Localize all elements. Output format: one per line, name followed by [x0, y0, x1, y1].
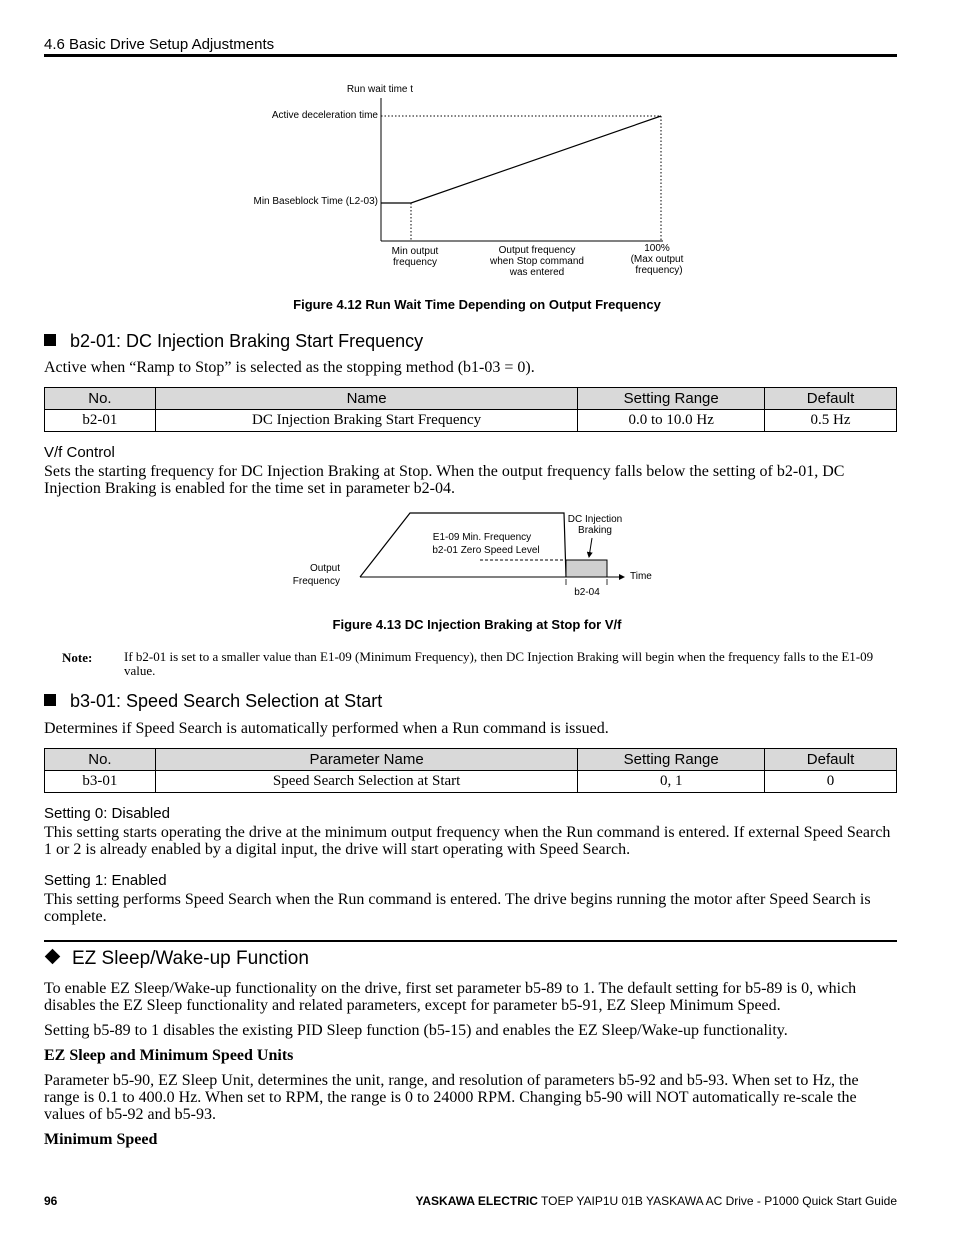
header-default: Default	[765, 749, 897, 771]
setting-0-text: This setting starts operating the drive at the minimum output frequency when the Run command is entered. If external Speed Search 1 or 2 is already enabled by a digital input, the drive will start operating with Speed Search.	[44, 824, 891, 858]
fig13-label-dc-line2: Braking	[578, 525, 612, 536]
ez-paragraph-3: Parameter b5-90, EZ Sleep Unit, determines the unit, range, and resolution of parameters b5-92 and b5-93. When set to Hz, the range is 0.1 to 400.0 Hz. When set to RPM, the range is 0 to 24000 RPM. Changing b5-90 will NOT automatically re-scale the values of b5-92 and b5-93.	[44, 1072, 859, 1123]
cell-setting-range: 0.0 to 10.0 Hz	[578, 410, 765, 432]
setting-1-title: Setting 1: Enabled	[44, 872, 167, 889]
ez-paragraph-2: Setting b5-89 to 1 disables the existing PID Sleep function (b5-15) and enables the EZ Sleep/Wake-up functionality.	[44, 1022, 788, 1039]
fig12-x-label-stop-line3: was entered	[509, 267, 565, 278]
fig13-label-b2-04: b2-04	[574, 587, 600, 598]
fig13-dc-arrow	[589, 538, 592, 557]
fig12-x-label-max-line3: frequency)	[635, 265, 683, 276]
fig12-x-label-min-line2: frequency	[393, 257, 437, 268]
header-no: No.	[45, 749, 156, 771]
fig12-x-label-max-line2: (Max output	[630, 254, 684, 265]
note-text: If b2-01 is set to a smaller value than E1-09 (Minimum Frequency), then DC Injection Braking will begin when the frequency falls to the E1-09 value.	[124, 649, 874, 678]
section-rule	[44, 940, 897, 942]
square-bullet-icon	[44, 694, 56, 706]
fig12-curve	[381, 116, 661, 203]
running-header-title: 4.6 Basic Drive Setup Adjustments	[44, 36, 275, 53]
fig13-dc-braking-box	[566, 560, 607, 577]
cell-default: 0	[765, 771, 897, 793]
figure-4-12-caption: Figure 4.12 Run Wait Time Depending on Output Frequency	[293, 297, 661, 312]
fig13-label-zero-speed: b2-01 Zero Speed Level	[432, 545, 540, 556]
footer-doc-title: TOEP YAIP1U 01B YASKAWA AC Drive - P1000 Quick Start Guide	[537, 1194, 897, 1208]
vf-control-title: V/f Control	[44, 444, 115, 461]
header-default: Default	[765, 388, 897, 410]
section-b2-01-intro: Active when “Ramp to Stop” is selected as the stopping method (b1-03 = 0).	[44, 359, 535, 376]
figure-4-13-diagram	[0, 500, 954, 610]
table-row	[45, 410, 897, 432]
section-ez-heading	[44, 948, 309, 970]
footer-document-info	[415, 1194, 897, 1208]
cell-default: 0.5 Hz	[765, 410, 897, 432]
fig12-label-active-decel: Active deceleration time	[271, 110, 378, 121]
section-b3-01-heading	[44, 691, 382, 712]
page-number: 96	[44, 1194, 58, 1208]
cell-no: b3-01	[45, 771, 156, 793]
ez-units-title: EZ Sleep and Minimum Speed Units	[44, 1047, 294, 1064]
section-b3-01-title: b3-01: Speed Search Selection at Start	[70, 691, 383, 711]
cell-name: DC Injection Braking Start Frequency	[155, 410, 577, 432]
fig13-label-min-freq: E1-09 Min. Frequency	[432, 532, 532, 543]
fig12-x-label-min-line1: Min output	[391, 246, 439, 257]
diamond-bullet-icon	[45, 949, 61, 965]
table-row	[45, 771, 897, 793]
footer-brand: YASKAWA ELECTRIC	[415, 1194, 538, 1208]
header-parameter-name: Parameter Name	[155, 749, 577, 771]
section-ez-title: EZ Sleep/Wake-up Function	[72, 948, 309, 969]
fig12-x-label-max-line1: 100%	[644, 243, 670, 254]
table-header-row	[45, 388, 897, 410]
square-bullet-icon	[44, 334, 56, 346]
fig13-label-time: Time	[630, 571, 652, 582]
fig12-x-label-stop-line2: when Stop command	[490, 256, 584, 267]
note-label: Note:	[62, 650, 93, 665]
fig13-label-output-line1: Output	[309, 563, 340, 574]
section-b3-01-intro: Determines if Speed Search is automatically performed when a Run command is issued.	[44, 720, 609, 737]
header-setting-range: Setting Range	[578, 749, 765, 771]
figure-4-13-caption: Figure 4.13 DC Injection Braking at Stop for V/f	[332, 617, 622, 632]
b3-01-parameter-table	[44, 748, 897, 793]
cell-setting-range: 0, 1	[578, 771, 765, 793]
ez-paragraph-1: To enable EZ Sleep/Wake-up functionality on the drive, first set parameter b5-89 to 1. The default setting for b5-89 is 0, which disables the EZ Sleep functionality and related parameters, except for parameter b5-91, EZ Sleep Minimum Speed.	[44, 980, 857, 1014]
header-setting-range: Setting Range	[578, 388, 765, 410]
setting-0-title: Setting 0: Disabled	[44, 805, 170, 822]
setting-1-text: This setting performs Speed Search when the Run command is entered. The drive begins running the motor after Speed Search is complete.	[44, 891, 871, 925]
cell-parameter-name: Speed Search Selection at Start	[155, 771, 577, 793]
figure-4-12-diagram	[0, 0, 954, 320]
b2-01-parameter-table	[44, 387, 897, 432]
fig12-x-label-stop-line1: Output frequency	[498, 245, 576, 256]
cell-no: b2-01	[45, 410, 156, 432]
header-name: Name	[155, 388, 577, 410]
table-header-row	[45, 749, 897, 771]
header-no: No.	[45, 388, 156, 410]
section-b2-01-title: b2-01: DC Injection Braking Start Frequency	[70, 331, 424, 351]
fig13-label-output-line2: Frequency	[292, 576, 340, 587]
fig12-label-min-baseblock: Min Baseblock Time (L2-03)	[253, 196, 378, 207]
fig13-label-dc-line1: DC Injection	[567, 514, 623, 525]
fig12-y-axis-title: Run wait time t	[346, 84, 414, 95]
section-b2-01-heading	[44, 331, 423, 352]
vf-control-text: Sets the starting frequency for DC Injection Braking at Stop. When the output frequency falls below the setting of b2-01, DC Injection Braking is enabled for the time set in parameter b2-04.	[44, 463, 845, 497]
ez-min-speed-title: Minimum Speed	[44, 1131, 158, 1148]
